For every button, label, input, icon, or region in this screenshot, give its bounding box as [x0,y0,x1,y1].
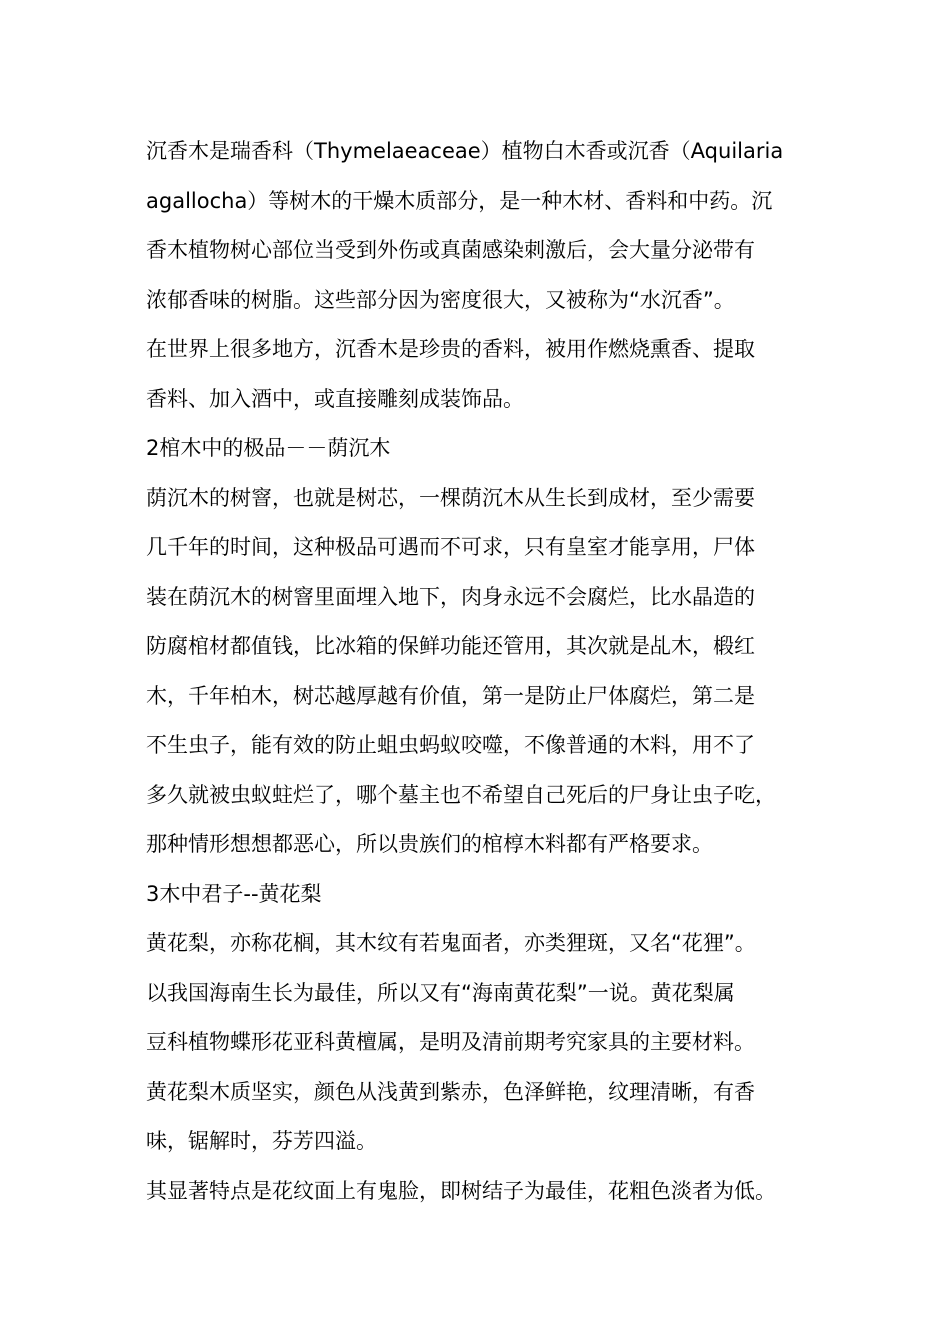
document-body [146,127,826,1216]
paragraph-line: 香料、加入酒中，或直接雕刻成装饰品。 [146,386,524,411]
paragraph-line: 其显著特点是花纹面上有鬼脸，即树结子为最佳，花粗色淡者为低。 [146,1178,776,1203]
paragraph-line: 在世界上很多地方，沉香木是珍贵的香料，被用作燃烧熏香、提取 [146,337,755,361]
paragraph-line: 以我国海南生长为最佳，所以又有“海南黄花梨”一说。黄花梨属 [146,980,735,1005]
paragraph-line: 不生虫子，能有效的防止蛆虫蚂蚁咬噬，不像普通的木料，用不了 [146,733,755,757]
paragraph-line: 黄花梨，亦称花榈，其木纹有若鬼面者，亦类狸斑，又名“花狸”。 [146,931,756,955]
paragraph-line: 浓郁香味的树脂。这些部分因为密度很大，又被称为“水沉香”。 [146,287,735,312]
paragraph-line: 那种情形想想都恶心，所以贵族们的棺椁木料都有严格要求。 [146,832,713,856]
paragraph-line: 香木植物树心部位当受到外伤或真菌感染刺激后，会大量分泌带有 [146,238,755,262]
paragraph-line: agallocha）等树木的干燥木质部分，是一种木材、香料和中药。沉 [146,188,773,213]
paragraph-line: 防腐棺材都值钱，比冰箱的保鲜功能还管用，其次就是乩木，椴红 [146,634,755,658]
paragraph-line: 豆科植物蝶形花亚科黄檀属，是明及清前期考究家具的主要材料。 [146,1030,755,1054]
section-heading: 3木中君子--黄花梨 [146,881,322,906]
paragraph-line: 黄花梨木质坚实，颜色从浅黄到紫赤，色泽鲜艳，纹理清晰，有香 [146,1079,755,1104]
paragraph-line: 味，锯解时，芬芳四溢。 [146,1129,377,1153]
paragraph-line: 装在荫沉木的树窨里面埋入地下，肉身永远不会腐烂，比水晶造的 [146,584,755,609]
paragraph-line: 沉香木是瑞香科（Thymelaeaceae）植物白木香或沉香（Aquilaria [146,139,784,163]
paragraph-line: 几千年的时间，这种极品可遇而不可求，只有皇室才能享用，尸体 [146,535,755,559]
paragraph-line: 木，千年柏木，树芯越厚越有价值，第一是防止尸体腐烂，第二是 [146,683,755,708]
paragraph-line: 多久就被虫蚁蛀烂了，哪个墓主也不希望自己死后的尸身让虫子吃， [146,782,776,807]
section-heading: 2棺木中的极品－－荫沉木 [146,436,391,460]
paragraph-line: 荫沉木的树窨，也就是树芯，一棵荫沉木从生长到成材，至少需要 [146,485,755,510]
